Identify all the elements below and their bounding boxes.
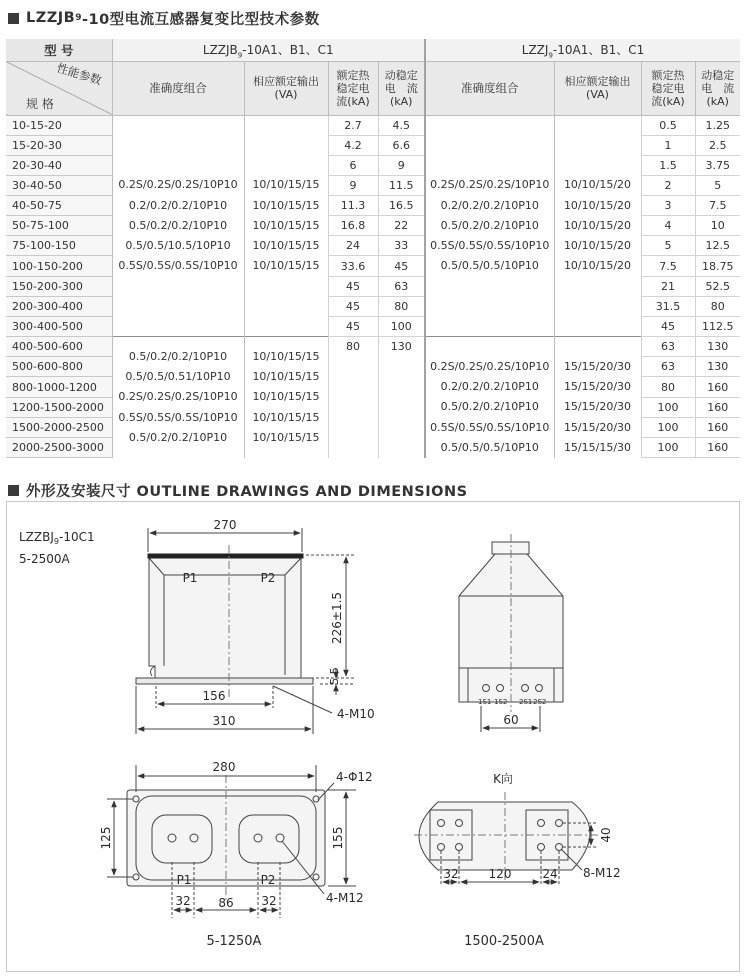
a-out-upper-item: 10/10/15/15 <box>252 178 320 192</box>
header-model-b: $LZZJ_9-10A1$、B1、C1 <box>425 39 740 61</box>
a-acc-upper-item: 0.5S/0.5S/0.5S/10P10 <box>118 258 238 272</box>
a-dynamic-cell: 45 <box>378 256 425 276</box>
drawing-range-label: 5-2500A <box>19 552 70 566</box>
front-label-p2: P2 <box>260 571 276 585</box>
b-dynamic-cell: 80 <box>695 296 740 316</box>
header-model-label: 型 号 <box>6 39 112 61</box>
a-acc-upper-item: 0.5/0.2/0.2/10P10 <box>128 218 228 232</box>
section-title-sub: 9 <box>75 13 82 23</box>
spec-cell: 50-75-100 <box>6 216 112 236</box>
b-out-upper-item: 10/10/15/20 <box>563 258 632 272</box>
a-acc-lower-item: 0.2S/0.2S/0.2S/10P10 <box>118 390 238 404</box>
a-out-lower-item: 10/10/15/15 <box>252 350 320 364</box>
caption-5-1250a: 5-1250A <box>206 934 262 949</box>
a-thermal-cell: 9 <box>328 175 378 195</box>
drawing-model-label: $LZZBJ_9-10C1$ <box>19 530 95 546</box>
b-dynamic-cell: 2.5 <box>695 135 740 155</box>
b-thermal-cell: 5 <box>641 236 695 256</box>
a-out-upper-item: 10/10/15/15 <box>252 218 320 232</box>
b-out-upper-item: 10/10/15/20 <box>563 178 632 192</box>
b-thermal-cell: 1.5 <box>641 155 695 175</box>
a-out-upper-item: 10/10/15/15 <box>252 238 320 252</box>
a-thermal-cell: 24 <box>328 236 378 256</box>
b-acc-upper-item: 0.5/0.5/0.5/10P10 <box>440 258 539 272</box>
a-dynamic-cell: 22 <box>378 216 425 236</box>
a-acc-lower-item: 0.5/0.5/0.51/10P10 <box>125 370 231 384</box>
side-term-2s1: 2S1 <box>519 698 533 706</box>
b-thermal-cell: 80 <box>641 377 695 397</box>
a-dynamic-cell: 63 <box>378 276 425 296</box>
a-dynamic-cell: 4.5 <box>378 115 425 135</box>
front-label-p1: P1 <box>182 571 198 585</box>
dim-120: 120 <box>488 867 512 881</box>
a-out-lower-item: 10/10/15/15 <box>252 370 320 384</box>
b-thermal-cell: 63 <box>641 357 695 377</box>
spec-cell: 40-50-75 <box>6 196 112 216</box>
b-thermal-cell: 7.5 <box>641 256 695 276</box>
b-thermal-cell: 100 <box>641 438 695 458</box>
b-acc-lower-item: 0.5/0.2/0.2/10P10 <box>440 400 539 414</box>
header-diag-top: 性能参数 <box>54 60 103 87</box>
spec-cell: 1200-1500-2000 <box>6 397 112 417</box>
a-thermal-cell: 4.2 <box>328 135 378 155</box>
b-out-upper-item: 10/10/15/20 <box>563 218 632 232</box>
front-view-drawing <box>136 528 355 734</box>
dim-32-right: 32 <box>261 894 277 908</box>
a-dynamic-cell: 11.5 <box>378 175 425 195</box>
dim-32-k: 32 <box>443 867 459 881</box>
header-b-output: 相应额定输出 (VA) <box>554 61 641 115</box>
label-8-m12: 8-M12 <box>583 866 621 880</box>
b-thermal-cell: 21 <box>641 276 695 296</box>
a-out-lower-item: 10/10/15/15 <box>252 410 320 424</box>
dim-310: 310 <box>212 714 236 728</box>
dim-24: 24 <box>542 867 558 881</box>
b-acc-lower-item: 0.5/0.5/0.5/10P10 <box>440 440 539 454</box>
b-acc-lower-item: 0.2/0.2/0.2/10P10 <box>440 380 539 394</box>
b-dynamic-cell: 112.5 <box>695 316 740 336</box>
b-acc-upper-item: 0.2S/0.2S/0.2S/10P10 <box>430 178 550 192</box>
spec-cell: 500-600-800 <box>6 357 112 377</box>
label-4-m10: 4-M10 <box>337 707 375 721</box>
spec-cell: 75-100-150 <box>6 236 112 256</box>
b-thermal-cell: 3 <box>641 196 695 216</box>
a-thermal-cell: 16.8 <box>328 216 378 236</box>
spec-cell: 10-15-20 <box>6 115 112 135</box>
b-thermal-cell: 31.5 <box>641 296 695 316</box>
dim-155: 155 <box>331 826 345 850</box>
plan-label-p2: P2 <box>260 873 276 887</box>
b-acc-upper-item: 0.2/0.2/0.2/10P10 <box>440 198 539 212</box>
b-thermal-cell: 1 <box>641 135 695 155</box>
a-acc-lower-item: 0.5S/0.5S/0.5S/10P10 <box>118 410 238 424</box>
spec-cell: 15-20-30 <box>6 135 112 155</box>
a-thermal-cell: 2.7 <box>328 115 378 135</box>
header-b-dynamic: 动稳定 电 流 (kA) <box>695 61 740 115</box>
a-acc-upper-item: 0.2S/0.2S/0.2S/10P10 <box>118 178 238 192</box>
spec-cell: 100-150-200 <box>6 256 112 276</box>
k-view-label: K向 <box>493 772 513 786</box>
b-out-lower-item: 15/15/15/30 <box>563 440 632 454</box>
a-dynamic-cell: 16.5 <box>378 196 425 216</box>
a-thermal-cell: 6 <box>328 155 378 175</box>
header-a-output: 相应额定输出 (VA) <box>244 61 328 115</box>
header-b-accuracy: 准确度组合 <box>425 61 554 115</box>
dim-270: 270 <box>213 518 237 532</box>
section-title-suffix: -10型电流互感器复变比型技术参数 <box>81 11 320 28</box>
a-dynamic-cell: 130 <box>378 337 425 458</box>
dim-60: 60 <box>503 713 519 727</box>
header-a-dynamic: 动稳定 电 流 (kA) <box>378 61 425 115</box>
label-4-m12: 4-M12 <box>326 891 364 905</box>
spec-cell: 30-40-50 <box>6 175 112 195</box>
dim-156: 156 <box>202 689 226 703</box>
b-acc-lower-item: 0.5S/0.5S/0.5S/10P10 <box>430 420 550 434</box>
b-thermal-cell: 4 <box>641 216 695 236</box>
a-dynamic-cell: 80 <box>378 296 425 316</box>
a-out-upper-item: 10/10/15/15 <box>252 198 320 212</box>
side-view-drawing <box>459 534 563 732</box>
dim-125: 125 <box>99 826 113 850</box>
a-out-upper-item: 10/10/15/15 <box>252 258 320 272</box>
a-thermal-cell: 33.6 <box>328 256 378 276</box>
b-dynamic-cell: 5 <box>695 175 740 195</box>
caption-1500-2500a: 1500-2500A <box>464 934 544 949</box>
dim-5-5: 5.5 <box>328 667 341 685</box>
spec-cell: 20-30-40 <box>6 155 112 175</box>
a-dynamic-cell: 6.6 <box>378 135 425 155</box>
b-thermal-cell: 100 <box>641 417 695 437</box>
plan-label-p1: P1 <box>176 873 192 887</box>
a-thermal-cell: 80 <box>328 337 378 458</box>
b-acc-upper-item: 0.5/0.2/0.2/10P10 <box>440 218 539 232</box>
b-dynamic-cell: 52.5 <box>695 276 740 296</box>
b-thermal-cell: 45 <box>641 316 695 336</box>
a-dynamic-cell: 9 <box>378 155 425 175</box>
b-dynamic-cell: 10 <box>695 216 740 236</box>
dim-86: 86 <box>218 896 234 910</box>
b-out-lower-item: 15/15/20/30 <box>563 380 632 394</box>
b-dynamic-cell: 130 <box>695 357 740 377</box>
dim-32-left: 32 <box>175 894 191 908</box>
a-acc-lower-item: 0.5/0.2/0.2/10P10 <box>128 430 228 444</box>
dim-226: 226±1.5 <box>330 591 344 645</box>
a-thermal-cell: 45 <box>328 276 378 296</box>
header-a-thermal: 额定热 稳定电 流(kA) <box>328 61 378 115</box>
b-out-lower-item: 15/15/20/30 <box>563 420 632 434</box>
a-thermal-cell: 45 <box>328 316 378 336</box>
a-out-lower-item: 10/10/15/15 <box>252 430 320 444</box>
a-dynamic-cell: 33 <box>378 236 425 256</box>
spec-cell: 2000-2500-3000 <box>6 438 112 458</box>
section-title-text: 外形及安装尺寸 OUTLINE DRAWINGS AND DIMENSIONS <box>26 483 468 500</box>
b-acc-upper-item: 0.5S/0.5S/0.5S/10P10 <box>430 238 550 252</box>
b-out-lower-item: 15/15/20/30 <box>563 400 632 414</box>
b-dynamic-cell: 160 <box>695 417 740 437</box>
b-dynamic-cell: 3.75 <box>695 155 740 175</box>
b-out-upper-item: 10/10/15/20 <box>563 198 632 212</box>
b-dynamic-cell: 160 <box>695 438 740 458</box>
b-thermal-cell: 0.5 <box>641 115 695 135</box>
spec-cell: 200-300-400 <box>6 296 112 316</box>
a-dynamic-cell: 100 <box>378 316 425 336</box>
section-title-prefix: LZZJB <box>26 10 76 26</box>
header-a-accuracy: 准确度组合 <box>112 61 244 115</box>
dim-40: 40 <box>599 827 613 843</box>
side-term-2s2: 2S2 <box>533 698 547 706</box>
b-out-upper-item: 10/10/15/20 <box>563 238 632 252</box>
spec-cell: 800-1000-1200 <box>6 377 112 397</box>
b-thermal-cell: 100 <box>641 397 695 417</box>
b-thermal-cell: 63 <box>641 337 695 357</box>
a-acc-lower-item: 0.5/0.2/0.2/10P10 <box>128 350 228 364</box>
b-dynamic-cell: 18.75 <box>695 256 740 276</box>
b-out-lower-item: 15/15/20/30 <box>563 360 632 374</box>
spec-cell: 1500-2000-2500 <box>6 417 112 437</box>
b-thermal-cell: 2 <box>641 175 695 195</box>
spec-cell: 400-500-600 <box>6 337 112 357</box>
header-model-a: $LZZJB_9-10A1$、B1、C1 <box>112 39 425 61</box>
label-4-phi12: 4-Φ12 <box>336 770 373 784</box>
b-dynamic-cell: 7.5 <box>695 196 740 216</box>
dim-280: 280 <box>212 760 236 774</box>
b-dynamic-cell: 160 <box>695 397 740 417</box>
a-thermal-cell: 45 <box>328 296 378 316</box>
b-dynamic-cell: 1.25 <box>695 115 740 135</box>
a-acc-upper-item: 0.5/0.5/10.5/10P10 <box>125 238 231 252</box>
b-dynamic-cell: 130 <box>695 337 740 357</box>
side-term-1s1: 1S1 <box>478 698 492 706</box>
b-acc-lower-item: 0.2S/0.2S/0.2S/10P10 <box>430 360 550 374</box>
side-term-1s2: 1S2 <box>494 698 508 706</box>
spec-cell: 150-200-300 <box>6 276 112 296</box>
a-thermal-cell: 11.3 <box>328 196 378 216</box>
a-out-lower-item: 10/10/15/15 <box>252 390 320 404</box>
spec-cell: 300-400-500 <box>6 316 112 336</box>
header-b-thermal: 额定热 稳定电 流(kA) <box>641 61 695 115</box>
b-dynamic-cell: 160 <box>695 377 740 397</box>
a-acc-upper-item: 0.2/0.2/0.2/10P10 <box>128 198 228 212</box>
header-diag-bottom: 规 格 <box>26 96 54 111</box>
b-dynamic-cell: 12.5 <box>695 236 740 256</box>
